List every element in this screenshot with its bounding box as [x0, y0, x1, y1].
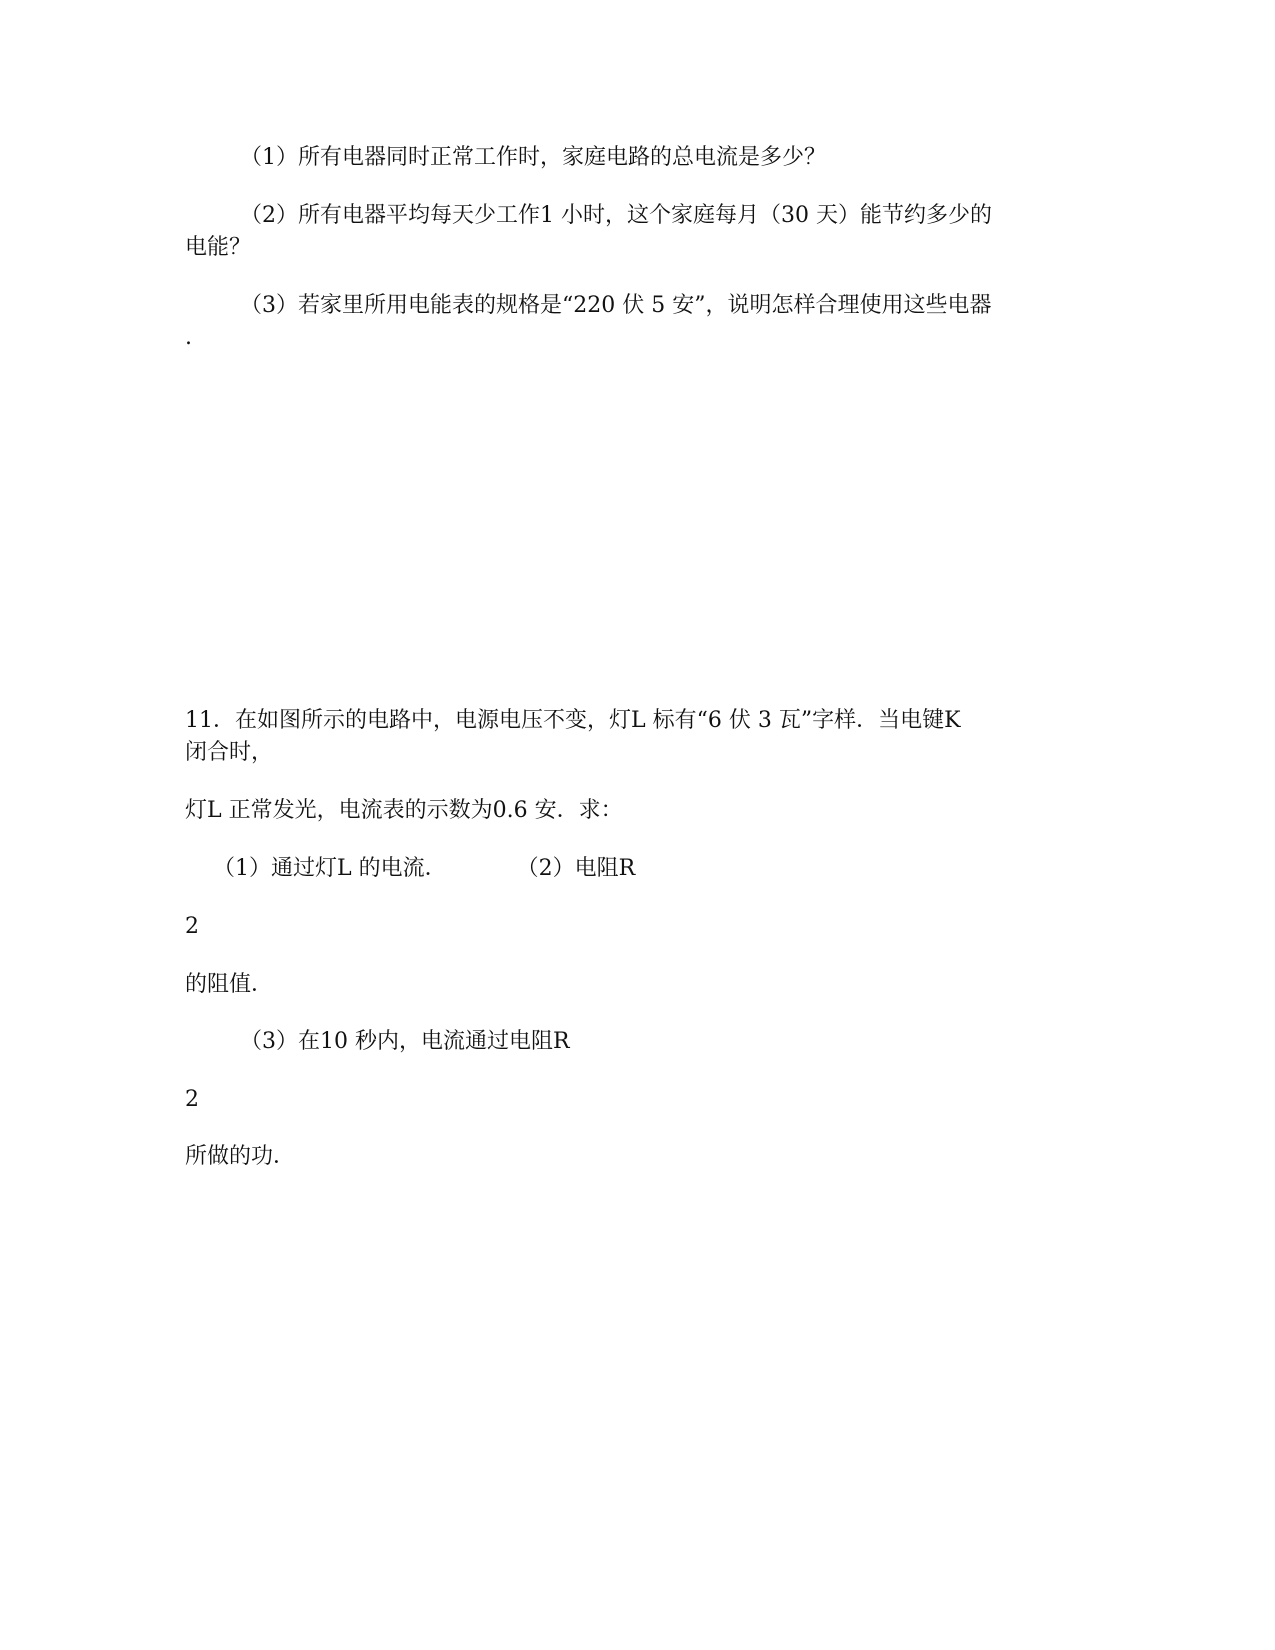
q11-sub3: （3）在10 秒内，电流通过电阻R [240, 1029, 570, 1054]
q10-part2-line1: （2）所有电器平均每天少工作1 小时，这个家庭每月（30 天）能节约多少的 [240, 203, 992, 228]
q11-sub1: （1）通过灯L 的电流． [213, 856, 447, 881]
q10-part3-line2: . [185, 325, 192, 350]
q11-sub2-tail: 的阻值． [185, 972, 274, 997]
q10-part2-line2: 电能？ [185, 235, 252, 260]
q11-stem-line3: 灯L 正常发光，电流表的示数为0.6 安．求： [185, 798, 623, 823]
q10-part3-line1: （3）若家里所用电能表的规格是“220 伏 5 安”，说明怎样合理使用这些电器 [240, 293, 992, 318]
q10-part1: （1）所有电器同时正常工作时，家庭电路的总电流是多少？ [240, 145, 826, 170]
q11-sub3-subscript: 2 [185, 1087, 199, 1112]
q11-sub3-tail: 所做的功． [185, 1144, 296, 1169]
q11-sub2: （2）电阻R [516, 856, 636, 881]
q11-stem-line2: 闭合时， [185, 740, 274, 765]
q11-sub2-subscript: 2 [185, 914, 199, 939]
q11-subquestions-row [213, 853, 1113, 885]
q11-stem-line1: 11．在如图所示的电路中，电源电压不变，灯L 标有“6 伏 3 瓦”字样．当电键K [185, 708, 961, 733]
